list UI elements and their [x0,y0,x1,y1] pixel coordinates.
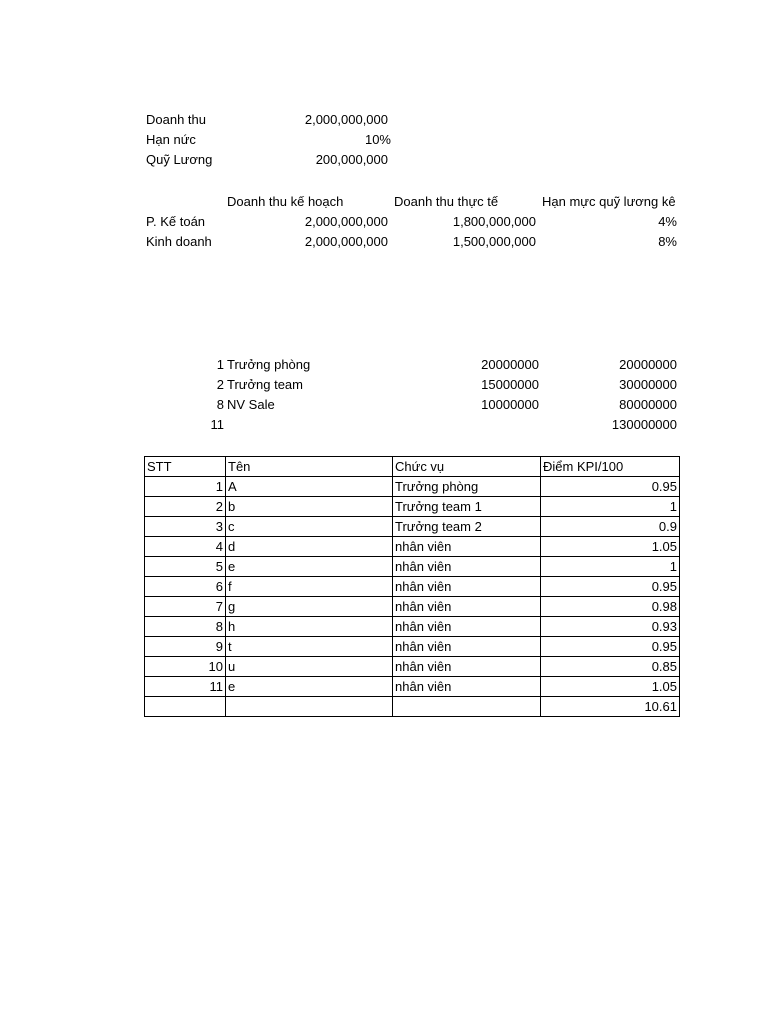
kpi-cell-score[interactable]: 0.93 [541,617,680,637]
kpi-header-row [145,457,680,477]
summary-value-salary-fund[interactable]: 200,000,000 [315,152,388,167]
kpi-cell-role[interactable]: nhân viên [393,657,541,677]
position-count[interactable]: 2 [216,377,224,392]
summary-value-revenue[interactable]: 2,000,000,000 [304,112,388,127]
kpi-cell-score[interactable]: 0.95 [541,477,680,497]
kpi-cell-score[interactable]: 0.98 [541,597,680,617]
kpi-cell-name[interactable]: A [226,477,393,497]
kpi-cell-role[interactable]: Trưởng team 2 [393,517,541,537]
kpi-cell-score[interactable]: 1 [541,557,680,577]
kpi-cell-role[interactable]: nhân viên [393,577,541,597]
table-row [145,497,680,517]
kpi-total-empty-role[interactable] [393,697,541,717]
kpi-cell-stt[interactable]: 10 [145,657,226,677]
kpi-cell-role[interactable]: nhân viên [393,677,541,697]
summary-label-salary-fund[interactable]: Quỹ Lương [146,152,213,167]
kpi-cell-stt[interactable]: 4 [145,537,226,557]
table-row [145,597,680,617]
table-row [145,617,680,637]
kpi-cell-name[interactable]: u [226,657,393,677]
position-title[interactable]: Trưởng team [227,377,303,392]
table-row [145,477,680,497]
kpi-cell-stt[interactable]: 11 [145,677,226,697]
kpi-cell-role[interactable]: Trưởng phòng [393,477,541,497]
plan-row-limit[interactable]: 8% [658,234,677,249]
position-title[interactable]: NV Sale [227,397,275,412]
kpi-cell-score[interactable]: 0.85 [541,657,680,677]
kpi-cell-name[interactable]: g [226,597,393,617]
kpi-cell-stt[interactable]: 2 [145,497,226,517]
kpi-cell-name[interactable]: f [226,577,393,597]
kpi-total-score[interactable]: 10.61 [541,697,680,717]
position-count[interactable]: 8 [216,397,224,412]
kpi-cell-name[interactable]: c [226,517,393,537]
plan-row-actual[interactable]: 1,500,000,000 [452,234,536,249]
position-salary[interactable]: 10000000 [481,397,539,412]
kpi-cell-role[interactable]: Trưởng team 1 [393,497,541,517]
positions-total-count[interactable]: 11 [210,417,224,432]
position-total[interactable]: 20000000 [619,357,677,372]
position-salary[interactable]: 20000000 [481,357,539,372]
kpi-cell-score[interactable]: 1 [541,497,680,517]
plan-row-dept[interactable]: P. Kế toán [146,214,206,229]
plan-header-limit[interactable]: Hạn mực quỹ lương kê [542,194,676,209]
kpi-cell-stt[interactable]: 9 [145,637,226,657]
plan-row-limit[interactable]: 4% [658,214,677,229]
kpi-cell-role[interactable]: nhân viên [393,557,541,577]
kpi-header-role[interactable]: Chức vụ [393,457,541,477]
kpi-cell-stt[interactable]: 3 [145,517,226,537]
kpi-cell-name[interactable]: b [226,497,393,517]
plan-header-actual[interactable]: Doanh thu thực tế [394,194,499,209]
plan-header-planned[interactable]: Doanh thu kế hoạch [227,194,344,209]
plan-row-dept[interactable]: Kinh doanh [146,234,212,249]
table-row [145,537,680,557]
table-row [145,577,680,597]
kpi-cell-name[interactable]: t [226,637,393,657]
position-count[interactable]: 1 [216,357,224,372]
kpi-total-empty-name[interactable] [226,697,393,717]
kpi-cell-stt[interactable]: 6 [145,577,226,597]
position-total[interactable]: 30000000 [619,377,677,392]
kpi-header-name[interactable]: Tên [226,457,393,477]
kpi-cell-score[interactable]: 1.05 [541,677,680,697]
summary-label-revenue[interactable]: Doanh thu [146,112,206,127]
table-row [145,637,680,657]
kpi-cell-name[interactable]: e [226,677,393,697]
plan-row-planned[interactable]: 2,000,000,000 [304,214,388,229]
kpi-cell-score[interactable]: 0.95 [541,637,680,657]
kpi-cell-score[interactable]: 0.95 [541,577,680,597]
kpi-header-score[interactable]: Điểm KPI/100 [541,457,680,477]
kpi-table [144,456,680,717]
kpi-cell-score[interactable]: 0.9 [541,517,680,537]
table-row [145,657,680,677]
kpi-cell-score[interactable]: 1.05 [541,537,680,557]
plan-row-actual[interactable]: 1,800,000,000 [452,214,536,229]
position-salary[interactable]: 15000000 [481,377,539,392]
kpi-cell-role[interactable]: nhân viên [393,597,541,617]
kpi-cell-stt[interactable]: 7 [145,597,226,617]
table-row [145,557,680,577]
position-title[interactable]: Trưởng phòng [227,357,311,372]
summary-value-rate[interactable]: 10% [364,132,391,147]
kpi-cell-role[interactable]: nhân viên [393,537,541,557]
kpi-cell-name[interactable]: d [226,537,393,557]
table-row [145,677,680,697]
position-total[interactable]: 80000000 [619,397,677,412]
kpi-cell-stt[interactable]: 1 [145,477,226,497]
kpi-cell-stt[interactable]: 8 [145,617,226,637]
kpi-header-stt[interactable]: STT [145,457,226,477]
kpi-total-row [145,697,680,717]
kpi-cell-name[interactable]: h [226,617,393,637]
positions-total-amount[interactable]: 130000000 [611,417,677,432]
kpi-cell-stt[interactable]: 5 [145,557,226,577]
kpi-cell-role[interactable]: nhân viên [393,637,541,657]
kpi-cell-role[interactable]: nhân viên [393,617,541,637]
plan-row-planned[interactable]: 2,000,000,000 [304,234,388,249]
kpi-cell-name[interactable]: e [226,557,393,577]
table-row [145,517,680,537]
summary-label-rate[interactable]: Hạn nức [146,132,196,147]
kpi-total-empty-stt[interactable] [145,697,226,717]
